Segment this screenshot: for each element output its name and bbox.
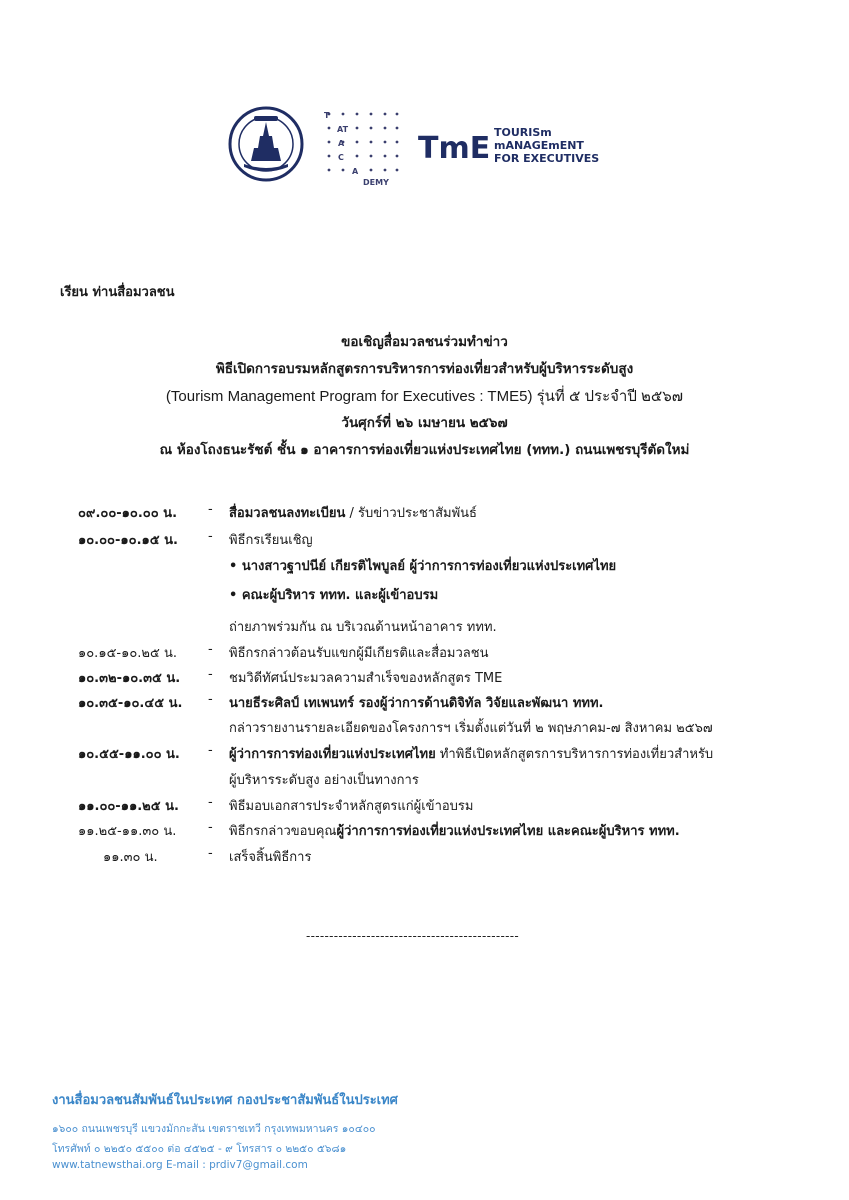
agenda-dash: -	[208, 502, 213, 517]
agenda-desc	[229, 820, 680, 841]
academy-letter: A	[338, 139, 345, 148]
agenda-dash: -	[208, 846, 213, 861]
title-line-3: (Tourism Management Program for Executives : TME5) รุ่นที่ ๕ ประจำปี ๒๕๖๗	[165, 388, 684, 405]
agenda-time: ๑๐.๓๒-๑๐.๓๕ น.	[78, 671, 181, 686]
footer-department: งานสื่อมวลชนสัมพันธ์ในประเทศ กองประชาสัมพันธ์ในประเทศ	[52, 1093, 398, 1108]
agenda-desc: พิธีกรกล่าวต้อนรับแขกผู้มีเกียรติและสื่อมวลชน	[229, 646, 489, 661]
agenda-dash: -	[208, 642, 213, 657]
salutation: เรียน ท่านสื่อมวลชน	[60, 285, 175, 300]
title-venue: ณ ห้องโถงธนะรัชต์ ชั้น ๑ อาคารการท่องเที่ยวแห่งประเทศไทย (ททท.) ถนนเพชรบุรีตัดใหม่	[159, 442, 690, 458]
tme-logo-mark	[418, 128, 493, 164]
agenda-note-text: กล่าวรายงานรายละเอียดของโครงการฯ เริ่มตั้งแต่วันที่ ๒ พฤษภาคม-๗ สิงหาคม ๒๕๖๗	[229, 721, 713, 736]
agenda-dash: -	[208, 820, 213, 835]
academy-letter: A	[352, 167, 359, 176]
agenda-note-text: ผู้บริหารระดับสูง อย่างเป็นทางการ	[229, 773, 419, 788]
tme-line-2: mANAGEmENT	[494, 139, 584, 152]
agenda-desc-bold: สื่อมวลชนลงทะเบียน	[229, 506, 346, 521]
title-line-1: ขอเชิญสื่อมวลชนร่วมทำข่าว	[341, 334, 508, 350]
tat-academy-logo	[323, 108, 401, 186]
agenda-subitem-text: • คณะผู้บริหาร ททท. และผู้เข้าอบรม	[229, 588, 439, 603]
agenda-dash: -	[208, 795, 213, 810]
tme-logo-text	[494, 124, 604, 168]
agenda-desc-rest: / รับข่าวประชาสัมพันธ์	[345, 506, 477, 521]
footer-address: ๑๖๐๐ ถนนเพชรบุรี แขวงมักกะสัน เขตราชเทวี กรุงเทพมหานคร ๑๐๔๐๐	[52, 1123, 376, 1135]
agenda-desc-pre: พิธีกรกล่าวขอบคุณ	[229, 824, 337, 839]
agenda-time: ๑๑.๐๐-๑๑.๒๕ น.	[78, 799, 179, 814]
agenda-time: ๐๙.๐๐-๑๐.๐๐ น.	[78, 506, 178, 521]
agenda-time: ๑๑.๒๕-๑๑.๓๐ น.	[78, 824, 177, 839]
title-date: วันศุกร์ที่ ๒๖ เมษายน ๒๕๖๗	[341, 415, 508, 431]
tat-seal-logo	[228, 106, 304, 182]
agenda-time: ๑๐.๑๕-๑๐.๒๕ น.	[78, 646, 177, 661]
agenda-dash: -	[208, 529, 213, 544]
tme-mark-text: TmE	[418, 131, 491, 164]
title-line-2: พิธีเปิดการอบรมหลักสูตรการบริหารการท่องเที่ยวสำหรับผู้บริหารระดับสูง	[215, 361, 634, 377]
agenda-desc: พิธีมอบเอกสารประจำหลักสูตรแก่ผู้เข้าอบรม	[229, 799, 474, 814]
agenda-subitem-text: • นางสาวฐาปนีย์ เกียรติไพบูลย์ ผู้ว่าการการท่องเที่ยวแห่งประเทศไทย	[229, 559, 617, 574]
agenda-desc	[229, 502, 477, 523]
agenda-desc: พิธีกรเรียนเชิญ	[229, 533, 313, 548]
academy-letter: T	[324, 111, 330, 120]
footer-phone: โทรศัพท์ ๐ ๒๒๕๐ ๕๕๐๐ ต่อ ๔๕๒๕ - ๙ โทรสาร ๐ ๒๒๕๐ ๕๖๘๑	[52, 1143, 347, 1155]
tme-line-3: FOR EXECUTIVES	[494, 152, 600, 165]
agenda-desc-bold: ผู้ว่าการการท่องเที่ยวแห่งประเทศไทย	[229, 747, 436, 762]
invitation-titles	[0, 329, 849, 464]
agenda-note-text: ถ่ายภาพร่วมกัน ณ บริเวณด้านหน้าอาคาร ททท.	[229, 620, 497, 635]
agenda-desc: ชมวิดีทัศน์ประมวลความสำเร็จของหลักสูตร TME	[229, 671, 503, 686]
agenda-time: ๑๐.๐๐-๑๐.๑๕ น.	[78, 533, 178, 548]
agenda-time: ๑๐.๓๕-๑๐.๔๕ น.	[78, 696, 183, 711]
agenda-desc: เสร็จสิ้นพิธีการ	[229, 850, 312, 865]
agenda-desc: นายธีระศิลป์ เทเพนทร์ รองผู้ว่าการด้านดิจิทัล วิจัยและพัฒนา ททท.	[229, 696, 604, 711]
agenda-desc	[229, 743, 713, 764]
tme-line-1: TOURISm	[494, 126, 552, 139]
agenda-dash: -	[208, 692, 213, 707]
academy-letter: AT	[337, 125, 349, 134]
agenda-time: ๑๐.๕๕-๑๑.๐๐ น.	[78, 747, 180, 762]
academy-letter: DEMY	[363, 178, 389, 186]
agenda-desc-rest: ทำพิธีเปิดหลักสูตรการบริหารการท่องเที่ยวสำหรับ	[435, 747, 714, 762]
academy-letter: C	[338, 153, 344, 162]
agenda-time: ๑๑.๓๐ น.	[103, 850, 158, 865]
footer-web-email[interactable]: www.tatnewsthai.org E-mail : prdiv7@gmail.com	[52, 1159, 308, 1171]
agenda-dash: -	[208, 743, 213, 758]
separator-line: ----------------------------------------------	[306, 929, 519, 943]
agenda-dash: -	[208, 667, 213, 682]
agenda-desc-bold: ผู้ว่าการการท่องเที่ยวแห่งประเทศไทย และคณะผู้บริหาร ททท.	[336, 824, 680, 839]
